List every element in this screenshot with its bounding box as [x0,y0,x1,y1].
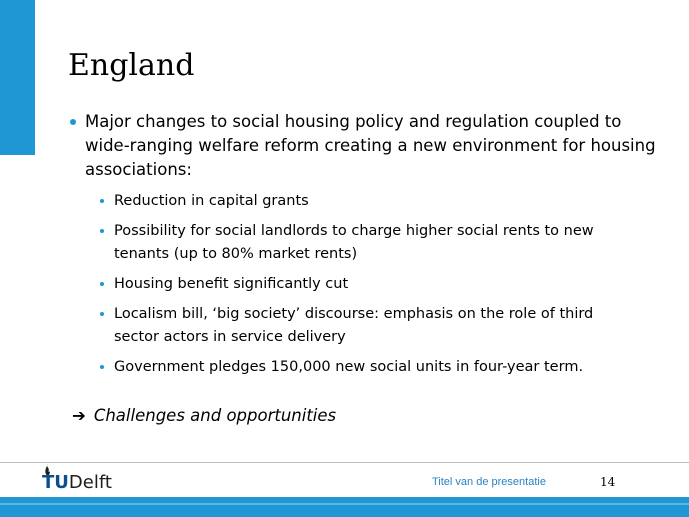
conclusion [72,406,336,425]
tudelft-logo [40,466,120,496]
bullet-dot-icon [100,282,104,286]
main-bullet [70,110,660,182]
bullet-dot-icon [100,199,104,203]
sub-bullet-text: Possibility for social landlords to charge higher social rents to new tenants (up to 80% market rents) [114,223,594,262]
bullet-dot-icon [100,312,104,316]
sub-bullet-text: Reduction in capital grants [114,193,309,209]
sub-bullet-item [100,356,640,379]
sub-bullet-item [100,303,640,349]
sub-bullet-text: Localism bill, ‘big society’ discourse: emphasis on the role of third sector actors in service delivery [114,306,594,345]
bottom-bar [0,497,689,517]
bottom-bar-stripe [0,503,689,505]
footer-divider [0,462,689,463]
sub-bullet-item [100,220,640,266]
sub-bullet-item [100,190,640,213]
logo-tu-text: TU [42,472,69,493]
arrow-right-icon: ➔ [72,406,86,425]
sub-bullet-text: Housing benefit significantly cut [114,276,349,292]
bullet-dot-icon [70,119,76,125]
bullet-dot-icon [100,365,104,369]
sub-bullet-item [100,273,640,296]
conclusion-text: Challenges and opportunities [93,406,337,425]
sub-bullet-list [100,190,640,386]
logo-delft-text: Delft [68,472,112,493]
main-bullet-text: Major changes to social housing policy and regulation coupled to wide-ranging welfare reform creating a new environment for housing associations: [85,112,656,179]
slide-title: England [68,48,195,83]
left-accent-bar [0,0,35,155]
bullet-dot-icon [100,229,104,233]
presentation-title: Titel van de presentatie [432,476,546,488]
page-number: 14 [600,475,616,489]
sub-bullet-text: Government pledges 150,000 new social units in four-year term. [114,359,584,375]
